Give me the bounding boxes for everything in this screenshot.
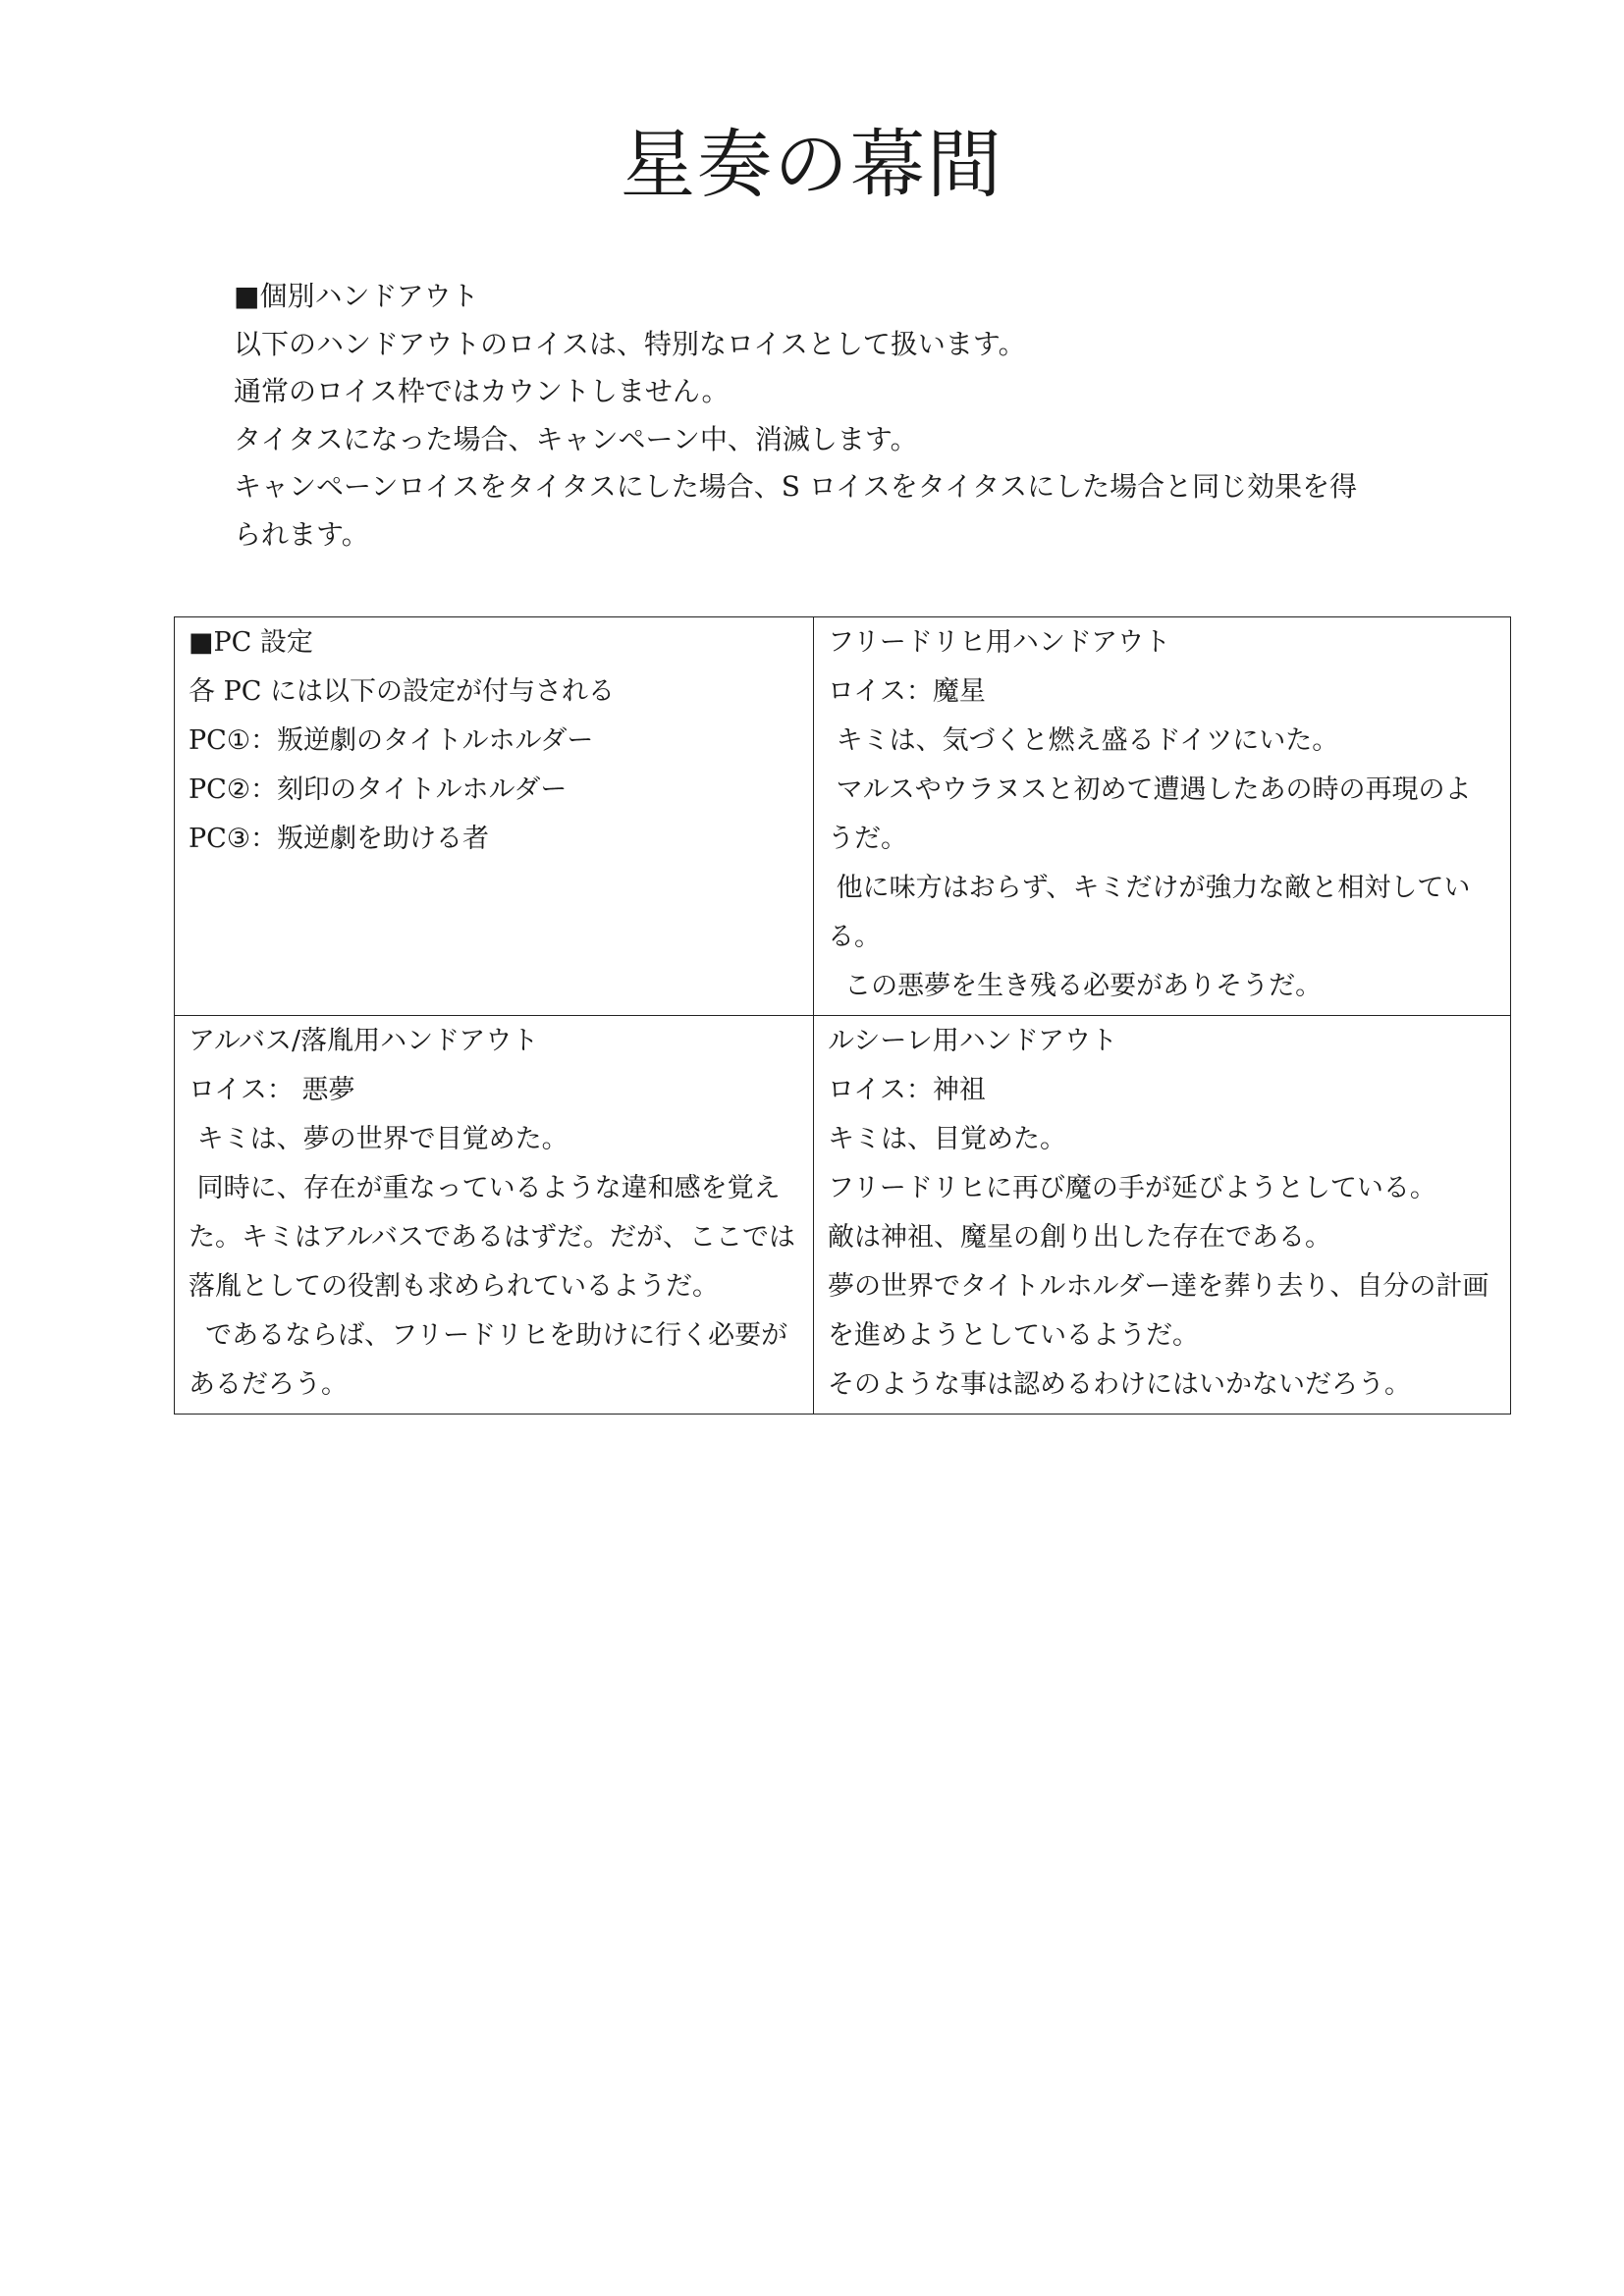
intro-line: タイタスになった場合、キャンペーン中、消滅します。 <box>234 422 918 455</box>
lucille-handout-cell <box>814 1016 1511 1415</box>
intro-heading: ■個別ハンドアウト <box>234 280 479 312</box>
friedrich-handout-cell <box>814 617 1511 1016</box>
pc-settings-line: PC①：叛逆劇のタイトルホルダー <box>189 725 594 756</box>
handout-intro <box>234 273 1441 559</box>
intro-line: 以下のハンドアウトのロイスは、特別なロイスとして扱います。 <box>234 327 1026 360</box>
pc-settings-heading: ■PC 設定 <box>189 627 313 658</box>
handout-heading: アルバス/落胤用ハンドアウト <box>189 1026 539 1056</box>
handout-table <box>174 616 1511 1415</box>
table-row <box>175 617 1511 1016</box>
handout-heading: ルシーレ用ハンドアウト <box>828 1026 1117 1056</box>
albus-handout-cell <box>175 1016 814 1415</box>
handout-lois: ロイス：神祖 <box>828 1075 986 1105</box>
intro-line: 通常のロイス枠ではカウントしません。 <box>234 375 730 407</box>
pc-settings-line: PC②：刻印のタイトルホルダー <box>189 774 568 805</box>
handout-lois: ロイス：魔星 <box>828 676 986 707</box>
handout-lois: ロイス： 悪夢 <box>189 1075 355 1105</box>
handout-heading: フリードリヒ用ハンドアウト <box>828 627 1171 658</box>
handout-body: キミは、気づくと燃え盛るドイツにいた。 マルスやウラヌスと初めて遭遇したあの時の再現のようだ。 他に味方はおらず、キミだけが強力な敵と相対している。 この悪夢を生き残る必要がありそうだ。 <box>828 725 1472 1001</box>
intro-line: られます。 <box>234 517 369 551</box>
pc-settings-cell <box>175 617 814 1016</box>
pc-settings-line: PC③：叛逆劇を助ける者 <box>189 824 490 854</box>
intro-line: キャンペーンロイスをタイタスにした場合、S ロイスをタイタスにした場合と同じ効果を得 <box>234 470 1358 503</box>
handout-body: キミは、夢の世界で目覚めた。 同時に、存在が重なっているような違和感を覚えた。キミはアルバスであるはずだ。だが、ここでは落胤としての役割も求められているようだ。 であるならば、フリードリヒを助けに行く必要があるだろう。 <box>189 1124 796 1400</box>
pc-settings-line: 各 PC には以下の設定が付与される <box>189 676 615 707</box>
document-title: 星奏の幕間 <box>621 121 1003 208</box>
handout-body: キミは、目覚めた。 フリードリヒに再び魔の手が延びようとしている。 敵は神祖、魔星の創り出した存在である。 夢の世界でタイトルホルダー達を葬り去り、自分の計画を進めようとしているようだ。 そのような事は認めるわけにはいかないだろう。 <box>828 1124 1489 1400</box>
table-row <box>175 1016 1511 1415</box>
